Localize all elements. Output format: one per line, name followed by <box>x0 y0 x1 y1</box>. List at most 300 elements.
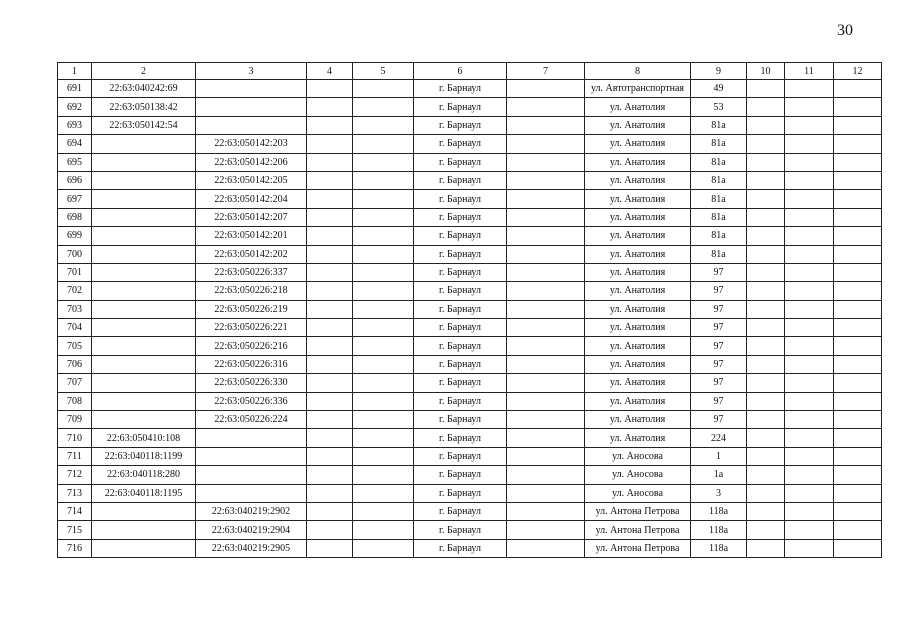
table-cell-col-6: г. Барнаул <box>414 466 507 484</box>
table-cell-col-2 <box>92 392 196 410</box>
table-cell-col-9: 97 <box>691 282 747 300</box>
table-cell-col-8: ул. Анатолия <box>585 337 691 355</box>
registry-table <box>57 62 882 558</box>
table-cell-col-7 <box>507 447 585 465</box>
table-cell-col-4 <box>307 263 353 281</box>
table-row <box>58 190 882 208</box>
table-row <box>58 392 882 410</box>
table-cell-col-12 <box>834 521 882 539</box>
table-cell-col-8: ул. Антона Петрова <box>585 539 691 557</box>
table-row <box>58 135 882 153</box>
table-cell-col-12 <box>834 337 882 355</box>
table-cell-col-12 <box>834 282 882 300</box>
column-header-9: 9 <box>691 63 747 80</box>
column-header-3: 3 <box>196 63 307 80</box>
table-cell-col-3: 22:63:050226:221 <box>196 319 307 337</box>
table-cell-col-2 <box>92 337 196 355</box>
table-cell-col-8: ул. Анатолия <box>585 355 691 373</box>
table-cell-col-8: ул. Аносова <box>585 447 691 465</box>
table-cell-col-7 <box>507 466 585 484</box>
table-row <box>58 171 882 189</box>
table-cell-col-1: 698 <box>58 208 92 226</box>
table-cell-col-4 <box>307 282 353 300</box>
table-cell-col-4 <box>307 502 353 520</box>
table-cell-col-11 <box>785 190 834 208</box>
table-cell-col-9: 3 <box>691 484 747 502</box>
table-cell-col-6: г. Барнаул <box>414 392 507 410</box>
table-cell-col-10 <box>747 374 785 392</box>
table-cell-col-3: 22:63:050142:206 <box>196 153 307 171</box>
table-cell-col-7 <box>507 263 585 281</box>
table-cell-col-4 <box>307 484 353 502</box>
table-row <box>58 227 882 245</box>
table-cell-col-9: 81а <box>691 245 747 263</box>
table-cell-col-5 <box>353 392 414 410</box>
table-cell-col-10 <box>747 429 785 447</box>
table-cell-col-1: 709 <box>58 411 92 429</box>
table-cell-col-4 <box>307 153 353 171</box>
table-cell-col-8: ул. Анатолия <box>585 282 691 300</box>
table-cell-col-2: 22:63:050138:42 <box>92 98 196 116</box>
table-cell-col-2 <box>92 171 196 189</box>
table-cell-col-9: 118а <box>691 539 747 557</box>
table-cell-col-6: г. Барнаул <box>414 190 507 208</box>
table-cell-col-5 <box>353 171 414 189</box>
table-cell-col-5 <box>353 521 414 539</box>
table-row <box>58 300 882 318</box>
table-cell-col-10 <box>747 116 785 134</box>
table-cell-col-7 <box>507 539 585 557</box>
table-cell-col-7 <box>507 411 585 429</box>
table-cell-col-12 <box>834 227 882 245</box>
table-cell-col-9: 97 <box>691 374 747 392</box>
table-cell-col-5 <box>353 98 414 116</box>
table-cell-col-3: 22:63:050142:203 <box>196 135 307 153</box>
table-cell-col-9: 224 <box>691 429 747 447</box>
table-cell-col-10 <box>747 80 785 98</box>
table-header <box>58 63 882 80</box>
table-cell-col-2 <box>92 374 196 392</box>
table-cell-col-7 <box>507 502 585 520</box>
header-row <box>58 63 882 80</box>
table-cell-col-11 <box>785 135 834 153</box>
table-cell-col-3 <box>196 447 307 465</box>
table-cell-col-8: ул. Анатолия <box>585 392 691 410</box>
table-cell-col-8: ул. Анатолия <box>585 116 691 134</box>
table-cell-col-7 <box>507 521 585 539</box>
table-cell-col-7 <box>507 190 585 208</box>
table-cell-col-1: 701 <box>58 263 92 281</box>
table-cell-col-8: ул. Анатолия <box>585 429 691 447</box>
table-cell-col-4 <box>307 245 353 263</box>
table-row <box>58 153 882 171</box>
table-cell-col-11 <box>785 355 834 373</box>
table-cell-col-12 <box>834 263 882 281</box>
table-cell-col-11 <box>785 245 834 263</box>
column-header-11: 11 <box>785 63 834 80</box>
table-cell-col-4 <box>307 337 353 355</box>
table-cell-col-7 <box>507 484 585 502</box>
table-cell-col-9: 81а <box>691 171 747 189</box>
table-cell-col-7 <box>507 245 585 263</box>
table-cell-col-12 <box>834 319 882 337</box>
table-cell-col-12 <box>834 447 882 465</box>
table-row <box>58 208 882 226</box>
table-cell-col-11 <box>785 98 834 116</box>
table-cell-col-1: 702 <box>58 282 92 300</box>
table-cell-col-2: 22:63:040118:1195 <box>92 484 196 502</box>
table-cell-col-3: 22:63:050226:316 <box>196 355 307 373</box>
table-cell-col-2 <box>92 153 196 171</box>
table-cell-col-6: г. Барнаул <box>414 245 507 263</box>
table-cell-col-2 <box>92 539 196 557</box>
table-cell-col-12 <box>834 80 882 98</box>
table-cell-col-7 <box>507 116 585 134</box>
table-cell-col-1: 716 <box>58 539 92 557</box>
table-cell-col-3: 22:63:040219:2905 <box>196 539 307 557</box>
table-cell-col-5 <box>353 282 414 300</box>
table-cell-col-7 <box>507 227 585 245</box>
table-cell-col-1: 711 <box>58 447 92 465</box>
table-cell-col-10 <box>747 319 785 337</box>
table-cell-col-6: г. Барнаул <box>414 135 507 153</box>
table-cell-col-8: ул. Анатолия <box>585 208 691 226</box>
table-cell-col-12 <box>834 374 882 392</box>
table-cell-col-6: г. Барнаул <box>414 411 507 429</box>
table-cell-col-12 <box>834 502 882 520</box>
table-cell-col-12 <box>834 484 882 502</box>
table-cell-col-5 <box>353 300 414 318</box>
table-cell-col-5 <box>353 319 414 337</box>
table-cell-col-11 <box>785 484 834 502</box>
table-cell-col-12 <box>834 539 882 557</box>
table-cell-col-11 <box>785 153 834 171</box>
table-cell-col-4 <box>307 135 353 153</box>
table-cell-col-9: 1а <box>691 466 747 484</box>
table-cell-col-10 <box>747 245 785 263</box>
table-cell-col-8: ул. Анатолия <box>585 227 691 245</box>
table-cell-col-3: 22:63:050142:205 <box>196 171 307 189</box>
table-cell-col-10 <box>747 521 785 539</box>
table-cell-col-5 <box>353 374 414 392</box>
table-cell-col-5 <box>353 355 414 373</box>
table-cell-col-7 <box>507 392 585 410</box>
table-cell-col-4 <box>307 466 353 484</box>
table-cell-col-4 <box>307 374 353 392</box>
table-cell-col-6: г. Барнаул <box>414 521 507 539</box>
table-cell-col-12 <box>834 98 882 116</box>
table-cell-col-4 <box>307 429 353 447</box>
table-cell-col-10 <box>747 263 785 281</box>
column-header-12: 12 <box>834 63 882 80</box>
table-cell-col-7 <box>507 319 585 337</box>
table-row <box>58 282 882 300</box>
table-cell-col-3: 22:63:050226:216 <box>196 337 307 355</box>
table-row <box>58 411 882 429</box>
table-cell-col-6: г. Барнаул <box>414 374 507 392</box>
table-cell-col-12 <box>834 429 882 447</box>
table-cell-col-3 <box>196 116 307 134</box>
table-cell-col-1: 700 <box>58 245 92 263</box>
table-cell-col-9: 97 <box>691 411 747 429</box>
table-cell-col-12 <box>834 355 882 373</box>
table-cell-col-4 <box>307 447 353 465</box>
table-cell-col-5 <box>353 411 414 429</box>
table-cell-col-2 <box>92 135 196 153</box>
table-cell-col-7 <box>507 98 585 116</box>
table-cell-col-1: 714 <box>58 502 92 520</box>
table-cell-col-11 <box>785 263 834 281</box>
table-cell-col-1: 695 <box>58 153 92 171</box>
table-cell-col-10 <box>747 282 785 300</box>
column-header-7: 7 <box>507 63 585 80</box>
table-cell-col-5 <box>353 227 414 245</box>
table-cell-col-6: г. Барнаул <box>414 539 507 557</box>
table-cell-col-8: ул. Анатолия <box>585 411 691 429</box>
table-cell-col-1: 699 <box>58 227 92 245</box>
table-row <box>58 502 882 520</box>
table-cell-col-9: 118а <box>691 521 747 539</box>
table-cell-col-8: ул. Анатолия <box>585 98 691 116</box>
table-cell-col-10 <box>747 447 785 465</box>
table-cell-col-11 <box>785 521 834 539</box>
table-cell-col-2 <box>92 300 196 318</box>
table-cell-col-8: ул. Аносова <box>585 484 691 502</box>
table-cell-col-3: 22:63:050226:218 <box>196 282 307 300</box>
table-cell-col-3: 22:63:050226:336 <box>196 392 307 410</box>
table-cell-col-6: г. Барнаул <box>414 300 507 318</box>
column-header-6: 6 <box>414 63 507 80</box>
table-cell-col-9: 49 <box>691 80 747 98</box>
table-cell-col-1: 704 <box>58 319 92 337</box>
table-cell-col-9: 81а <box>691 227 747 245</box>
table-cell-col-10 <box>747 171 785 189</box>
table-cell-col-2 <box>92 208 196 226</box>
table-cell-col-8: ул. Анатолия <box>585 171 691 189</box>
table-row <box>58 374 882 392</box>
table-cell-col-3 <box>196 466 307 484</box>
table-cell-col-8: ул. Антона Петрова <box>585 521 691 539</box>
table-cell-col-11 <box>785 447 834 465</box>
table-cell-col-1: 715 <box>58 521 92 539</box>
table-cell-col-8: ул. Анатолия <box>585 263 691 281</box>
table-cell-col-9: 97 <box>691 392 747 410</box>
table-cell-col-3: 22:63:050226:330 <box>196 374 307 392</box>
table-cell-col-11 <box>785 374 834 392</box>
table-cell-col-9: 81а <box>691 116 747 134</box>
table-cell-col-2 <box>92 190 196 208</box>
table-cell-col-5 <box>353 245 414 263</box>
table-cell-col-9: 81а <box>691 135 747 153</box>
table-cell-col-3 <box>196 80 307 98</box>
table-cell-col-11 <box>785 319 834 337</box>
table-cell-col-4 <box>307 227 353 245</box>
table-row <box>58 319 882 337</box>
table-cell-col-2 <box>92 521 196 539</box>
table-cell-col-9: 97 <box>691 355 747 373</box>
table-cell-col-3: 22:63:050226:219 <box>196 300 307 318</box>
table-row <box>58 80 882 98</box>
table-cell-col-5 <box>353 447 414 465</box>
table-cell-col-9: 118а <box>691 502 747 520</box>
table-cell-col-11 <box>785 539 834 557</box>
table-cell-col-11 <box>785 282 834 300</box>
table-cell-col-2: 22:63:050410:108 <box>92 429 196 447</box>
table-cell-col-4 <box>307 539 353 557</box>
table-cell-col-8: ул. Анатолия <box>585 135 691 153</box>
table-cell-col-11 <box>785 208 834 226</box>
table-cell-col-6: г. Барнаул <box>414 98 507 116</box>
table-cell-col-9: 53 <box>691 98 747 116</box>
table-cell-col-10 <box>747 208 785 226</box>
table-cell-col-6: г. Барнаул <box>414 171 507 189</box>
table-cell-col-7 <box>507 429 585 447</box>
table-cell-col-12 <box>834 153 882 171</box>
table-cell-col-6: г. Барнаул <box>414 429 507 447</box>
table-cell-col-7 <box>507 374 585 392</box>
table-row <box>58 429 882 447</box>
table-cell-col-7 <box>507 171 585 189</box>
table-cell-col-4 <box>307 171 353 189</box>
table-cell-col-6: г. Барнаул <box>414 282 507 300</box>
table-cell-col-4 <box>307 521 353 539</box>
table-cell-col-2 <box>92 227 196 245</box>
table-cell-col-10 <box>747 411 785 429</box>
table-cell-col-2 <box>92 282 196 300</box>
table-row <box>58 521 882 539</box>
table-cell-col-2 <box>92 355 196 373</box>
table-cell-col-12 <box>834 392 882 410</box>
table-cell-col-2 <box>92 263 196 281</box>
table-cell-col-3 <box>196 484 307 502</box>
table-cell-col-2 <box>92 411 196 429</box>
table-cell-col-11 <box>785 392 834 410</box>
table-cell-col-4 <box>307 300 353 318</box>
table-cell-col-5 <box>353 208 414 226</box>
table-cell-col-12 <box>834 135 882 153</box>
table-cell-col-11 <box>785 116 834 134</box>
table-cell-col-11 <box>785 80 834 98</box>
table-cell-col-9: 97 <box>691 263 747 281</box>
table-cell-col-3: 22:63:050142:204 <box>196 190 307 208</box>
table-cell-col-1: 693 <box>58 116 92 134</box>
table-cell-col-7 <box>507 153 585 171</box>
table-cell-col-5 <box>353 116 414 134</box>
table-cell-col-8: ул. Анатолия <box>585 319 691 337</box>
table-cell-col-7 <box>507 300 585 318</box>
table-cell-col-9: 97 <box>691 337 747 355</box>
table-cell-col-1: 697 <box>58 190 92 208</box>
table-cell-col-6: г. Барнаул <box>414 337 507 355</box>
table-cell-col-11 <box>785 171 834 189</box>
table-cell-col-8: ул. Анатолия <box>585 374 691 392</box>
table-cell-col-9: 97 <box>691 300 747 318</box>
table-cell-col-1: 707 <box>58 374 92 392</box>
table-cell-col-2 <box>92 319 196 337</box>
table-cell-col-4 <box>307 411 353 429</box>
column-header-10: 10 <box>747 63 785 80</box>
table-cell-col-3: 22:63:050142:207 <box>196 208 307 226</box>
table-cell-col-12 <box>834 245 882 263</box>
table-cell-col-2: 22:63:040118:280 <box>92 466 196 484</box>
table-cell-col-5 <box>353 337 414 355</box>
table-row <box>58 355 882 373</box>
table-cell-col-1: 712 <box>58 466 92 484</box>
table-cell-col-10 <box>747 539 785 557</box>
table-cell-col-2: 22:63:040242:69 <box>92 80 196 98</box>
table-cell-col-1: 710 <box>58 429 92 447</box>
page-number: 30 <box>837 22 853 39</box>
table-row <box>58 263 882 281</box>
table-cell-col-2 <box>92 245 196 263</box>
table-cell-col-1: 706 <box>58 355 92 373</box>
table-cell-col-6: г. Барнаул <box>414 355 507 373</box>
table-cell-col-10 <box>747 337 785 355</box>
table-cell-col-5 <box>353 153 414 171</box>
table-row <box>58 116 882 134</box>
table-row <box>58 98 882 116</box>
table-cell-col-5 <box>353 539 414 557</box>
table-cell-col-6: г. Барнаул <box>414 227 507 245</box>
table-cell-col-1: 705 <box>58 337 92 355</box>
table-cell-col-4 <box>307 190 353 208</box>
table-cell-col-10 <box>747 98 785 116</box>
table-cell-col-3 <box>196 98 307 116</box>
table-cell-col-3: 22:63:050226:224 <box>196 411 307 429</box>
table-cell-col-2 <box>92 502 196 520</box>
table-cell-col-6: г. Барнаул <box>414 502 507 520</box>
table-cell-col-9: 81а <box>691 208 747 226</box>
table-cell-col-5 <box>353 190 414 208</box>
table-row <box>58 447 882 465</box>
table-cell-col-2: 22:63:040118:1199 <box>92 447 196 465</box>
column-header-4: 4 <box>307 63 353 80</box>
table-cell-col-6: г. Барнаул <box>414 208 507 226</box>
table-cell-col-10 <box>747 392 785 410</box>
table-cell-col-3: 22:63:050226:337 <box>196 263 307 281</box>
table-cell-col-4 <box>307 80 353 98</box>
table-cell-col-1: 713 <box>58 484 92 502</box>
table-row <box>58 466 882 484</box>
table-cell-col-11 <box>785 502 834 520</box>
table-cell-col-4 <box>307 208 353 226</box>
table-cell-col-9: 81а <box>691 153 747 171</box>
column-header-1: 1 <box>58 63 92 80</box>
table-cell-col-8: ул. Антона Петрова <box>585 502 691 520</box>
column-header-8: 8 <box>585 63 691 80</box>
table-cell-col-7 <box>507 135 585 153</box>
table-cell-col-5 <box>353 466 414 484</box>
table-cell-col-8: ул. Анатолия <box>585 300 691 318</box>
table-cell-col-3: 22:63:040219:2904 <box>196 521 307 539</box>
table-cell-col-1: 703 <box>58 300 92 318</box>
table-cell-col-12 <box>834 208 882 226</box>
table-cell-col-5 <box>353 135 414 153</box>
table-cell-col-9: 97 <box>691 319 747 337</box>
table-cell-col-5 <box>353 263 414 281</box>
table-cell-col-12 <box>834 466 882 484</box>
table-cell-col-1: 691 <box>58 80 92 98</box>
table-cell-col-10 <box>747 227 785 245</box>
table-cell-col-12 <box>834 411 882 429</box>
table-cell-col-3: 22:63:040219:2902 <box>196 502 307 520</box>
table-cell-col-6: г. Барнаул <box>414 116 507 134</box>
table-row <box>58 539 882 557</box>
table-cell-col-3: 22:63:050142:201 <box>196 227 307 245</box>
table-cell-col-1: 696 <box>58 171 92 189</box>
table-cell-col-12 <box>834 171 882 189</box>
table-cell-col-7 <box>507 355 585 373</box>
